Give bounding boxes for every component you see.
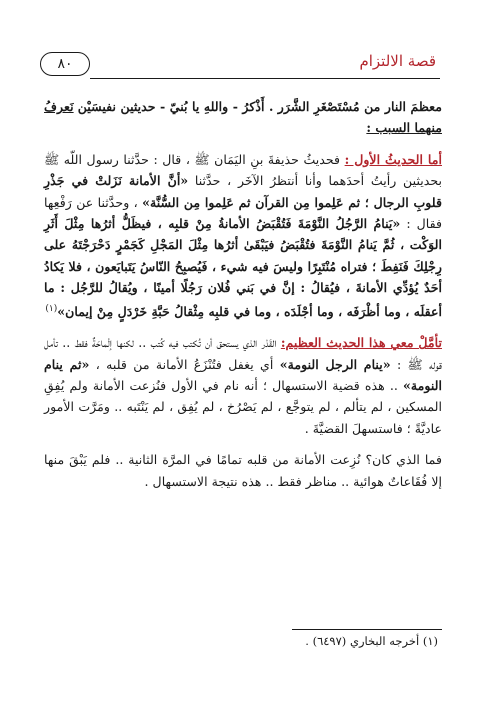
reflection-text-2: أي يغفل فتُنْزَعُ الأمانة من قلبه ، <box>89 356 280 372</box>
intro-line-2: نَعرفُ منهما السبب : <box>44 99 442 136</box>
reflection-quote-2: «ثم ينام النومة» <box>44 356 442 394</box>
first-hadith-text-1: فحديثُ حذيفةَ بنِ اليَمَان ﷺ ، قال : حدَّثنا رسول اللّه ﷺ بحديثين رأيتُ أحدَهما وأنا أنتظرُ الآخَر ، حدَّثنا <box>44 151 442 189</box>
reflection-text-3: .. هذه قضية الاستسهال ؛ أنه نام في الأول فنُزعت الأمانة ولم يُفِقِ المسكين ، لم يتألم ، لم يتوجَّع ، لم يَصْرُخ ، لم يُفِق ، لم يَنْتَبه .. ومَرَّت الأمور عاديَّةً ؛ فاستسهلَ القضيَّةَ . <box>44 378 442 436</box>
chapter-title: قصة الالتزام <box>359 52 436 70</box>
reflection-text-1: القَدْر الذي يستحق أن تُكتب فيه كُتب .. لكنها إلْماحَةٌ فقط .. تأمل قوله ﷺ : <box>44 335 442 372</box>
intro-line-1: معظمَ النار من مُسْتَصْغَرِ الشَّرَر . أَذْكرُ - واللهِ يا بُنيّ - حديثين نفيسَيْن <box>77 99 442 114</box>
page-header <box>40 52 440 78</box>
main-text <box>44 96 442 502</box>
first-hadith-heading: أما الحديثُ الأول : <box>344 151 442 167</box>
footnote-divider <box>292 629 442 630</box>
reflection-quote-1: «ينام الرجل النومة» <box>279 356 391 372</box>
conclusion-text: فما الذي كان؟ نُزِعت الأمانة من قلبه تمامًا في المرَّة الثانية .. فلم يَبْقَ منها إلا فُقَاعاتٌ هوائية .. مناظر فقط .. هذه نتيجة الاستسهال . <box>44 452 442 489</box>
first-hadith-text-2: ، وحدَّثنا عن رَفْعِها فقال : <box>44 194 442 232</box>
footnote: (١) أخرجه البخاري (٦٤٩٧) . <box>305 634 438 648</box>
first-hadith-quote-1: «أنَّ الأمانة نَزَلتْ في جَذْرِ قلوبِ الرجال ؛ ثم عَلِموا مِن القرآن ثم عَلِموا مِن السُّنَّة» <box>44 173 442 210</box>
paragraph-first-hadith <box>44 149 442 322</box>
reflection-heading: تأمَّلْ معي هذا الحديث العظيم: <box>280 335 442 351</box>
first-hadith-quote-2: «يَنامُ الرَّجُلُ النَّوْمَةَ فَتُقْبَضُ الأمانةُ مِنْ قلبِه ، فيظَلُّ أثرُها مِثْلَ أَثَرِ الوَكْت ، ثُمَّ يَنامُ النَّوْمَةَ فتُقْبَضُ فيَبْقَىٰ أثرُها مِثْلَ المَجْلِ كَجَمْرٍ دَحْرَجْتَهُ على رِجْلِكَ فَنَفِطَ ؛ فتراه مُنْتَبِرًا وليسَ فيه شيء ، فَيُصبِحُ النّاسُ يَتَبايَعون ، فلا يَكادُ أحَدٌ يُؤدِّي الأمانةَ ، فيُقالُ : إنَّ في بَني فُلان رَجُلًا أمينًا ، ويُقالُ للرَّجُل : ما أعقلَه ، وما أظْرَفَه ، وما أجْلَدَه ، وما في قلبِه مِثْقالُ حَبَّةِ خَرْدَلٍ مِنْ إيمان» <box>44 216 442 319</box>
paragraph-reflection <box>44 332 442 439</box>
paragraph-intro <box>44 96 442 139</box>
page-number-badge: ٨٠ <box>40 52 90 76</box>
footnote-marker: (١) <box>45 303 58 314</box>
paragraph-conclusion <box>44 449 442 492</box>
header-divider <box>90 78 440 79</box>
